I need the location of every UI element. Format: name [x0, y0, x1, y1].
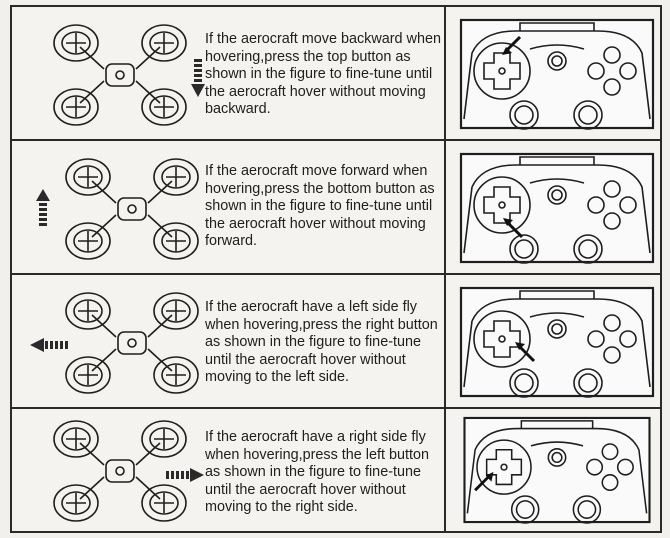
instruction-cell: [12, 409, 446, 531]
trim-instructions-table: [10, 5, 662, 533]
quadcopter-icon: [36, 287, 206, 399]
dashed-arrow-icon: [191, 59, 205, 97]
instruction-row-forward: [12, 141, 660, 275]
remote-controller-icon: [460, 417, 654, 527]
instruction-cell: [12, 275, 446, 407]
controller-cell: [446, 141, 660, 273]
dashed-arrow-icon: [36, 189, 50, 226]
remote-controller-icon: [460, 19, 654, 129]
instruction-text: If the aerocraft move backward when hovering,press the top button as shown in the figure to fine-tune until the aerocraft hover without moving backward.: [205, 31, 441, 118]
quadcopter-icon: [36, 19, 206, 131]
controller-cell: [446, 7, 660, 139]
controller-cell: [446, 409, 660, 531]
remote-controller-icon: [460, 153, 654, 263]
instruction-row-left-drift: [12, 275, 660, 409]
quadcopter-icon: [36, 153, 206, 265]
instruction-cell: [12, 7, 446, 139]
instruction-row-right-drift: [12, 409, 660, 531]
instruction-text: If the aerocraft have a left side fly when hovering,press the right button as shown in the figure to fine-tune until the aerocraft hover without moving to the left side.: [205, 299, 438, 386]
quadcopter-icon: [36, 415, 206, 527]
instruction-row-backward: [12, 7, 660, 141]
controller-cell: [446, 275, 660, 407]
instruction-text: If the aerocraft have a right side fly when hovering,press the left button as shown in the figure to fine-tune until the aerocraft hover without moving to the right side.: [205, 429, 429, 516]
instruction-text: If the aerocraft move forward when hovering,press the bottom button as shown in the figure to fine-tune until the aerocraft hover without moving forward.: [205, 163, 435, 250]
dashed-arrow-icon: [166, 468, 204, 482]
remote-controller-icon: [460, 287, 654, 397]
instruction-cell: [12, 141, 446, 273]
dashed-arrow-icon: [30, 338, 68, 352]
